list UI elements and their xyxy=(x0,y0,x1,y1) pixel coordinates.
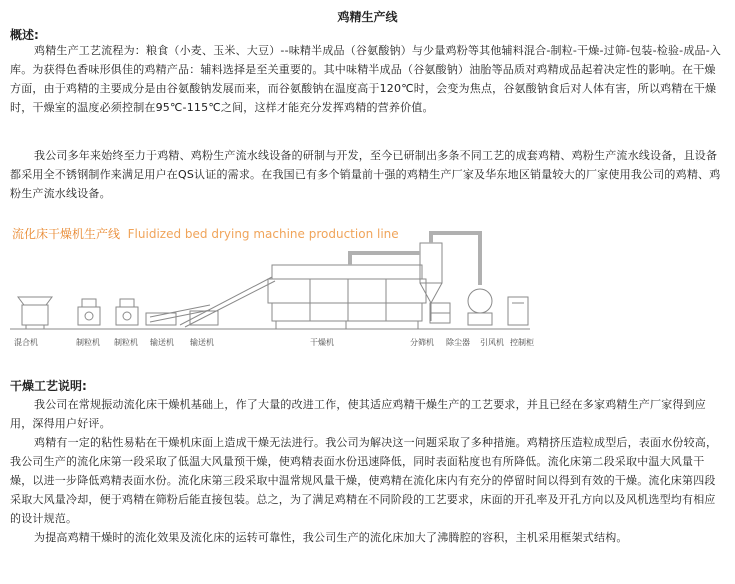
label-control-cabinet: 控制柜 xyxy=(510,338,534,347)
label-granulator-2: 制粒机 xyxy=(114,338,138,347)
air-duct xyxy=(350,233,480,285)
process-paragraph-1: 我公司在常规振动流化床干燥机基础上，作了大量的改进工作，使其适应鸡精干燥生产的工艺要求，并且已经在多家鸡精生产厂家得到应用，深得用户好评。 xyxy=(10,398,706,430)
overview-heading: 概述: xyxy=(10,28,39,42)
production-line-illustration xyxy=(10,225,725,360)
diagram-title-en: Fluidized bed drying machine production line xyxy=(127,227,399,241)
granulator-machine-1 xyxy=(78,299,100,325)
conveyor-1 xyxy=(146,305,210,325)
process-heading: 干燥工艺说明: xyxy=(10,379,87,393)
label-sifter: 分筛机 xyxy=(410,338,434,347)
process-paragraph-2: 鸡精有一定的粘性易粘在干燥机床面上造成干燥无法进行。我公司为解决这一问题采取了多种措施。鸡精挤压造粒成型后，表面水份较高，我公司生产的流化床第一段采取了低温大风量预干燥，使鸡精表面水份迅速降低，同时表面粘度也有所降低。流化床第二段采取中温大风量干燥，以进一步降低鸡精表面水份。流化床第三段采取中温常规风量干燥，使鸡精在流化床内有充分的停留时间以得到有效的干燥。流化床第四段采取大风量冷却，便于鸡精在筛粉后能直接包装。总之，为了满足鸡精在不同阶段的工艺要求，床面的开孔率及开孔方向以及风机选型均有相应的设计规范。 xyxy=(10,436,718,525)
label-mixer: 混合机 xyxy=(14,338,38,347)
overview-paragraph-2: 我公司多年来始终至力于鸡精、鸡粉生产流水线设备的研制与开发，至今已研制出多条不同工艺的成套鸡精、鸡粉生产流水线设备，且设备都采用全不锈钢制作来满足用户在QS认证的需求。在我国已有多个销量前十强的鸡精生产厂家及华东地区销量较大的厂家使用我公司的鸡精、鸡粉生产流水线设备。 xyxy=(10,149,721,200)
label-granulator-1: 制粒机 xyxy=(76,338,100,347)
induced-draft-fan xyxy=(468,289,492,325)
process-paragraph-3: 为提高鸡精干燥时的流化效果及流化床的运转可靠性，我公司生产的流化床加大了沸腾腔的容积，主机采用框架式结构。 xyxy=(34,531,628,544)
page-title: 鸡精生产线 xyxy=(337,10,398,24)
sifter-machine xyxy=(430,303,450,323)
overview-paragraph-1: 鸡精生产工艺流程为：粮食（小麦、玉米、大豆）--味精半成品（谷氨酸钠）与少量鸡粉等其他辅料混合-制粒-干燥-过筛-包装-检验-成品-入库。为获得色香味形俱佳的鸡精产品：辅料选择是至关重要的。其中味精半成品（谷氨酸钠）油胎等品质对鸡精成品起着决定性的影响。在干燥方面，由于鸡精的主要成分是由谷氨酸钠发展而来，而谷氨酸钠在温度高于120℃时，会变为焦点，谷氨酸钠食后对人体有害，所以鸡精在干燥时，干燥室的温度必须控制在95℃-115℃之间，这样才能充分发挥鸡精的营养价值。 xyxy=(10,44,722,114)
granulator-machine-2 xyxy=(116,299,138,325)
fluid-bed-dryer xyxy=(268,265,426,329)
dust-collector xyxy=(420,243,442,321)
conveyor-2 xyxy=(180,277,275,327)
label-conveyor-2: 输送机 xyxy=(190,338,214,347)
diagram-title-cn: 流化床干燥机生产线 xyxy=(12,227,121,241)
control-cabinet xyxy=(508,297,528,325)
label-fan: 引风机 xyxy=(480,338,504,347)
label-dust-collector: 除尘器 xyxy=(446,338,470,347)
label-dryer: 干燥机 xyxy=(310,338,334,347)
label-conveyor-1: 输送机 xyxy=(150,338,174,347)
production-line-diagram xyxy=(10,225,725,360)
mixer-machine xyxy=(18,297,52,329)
